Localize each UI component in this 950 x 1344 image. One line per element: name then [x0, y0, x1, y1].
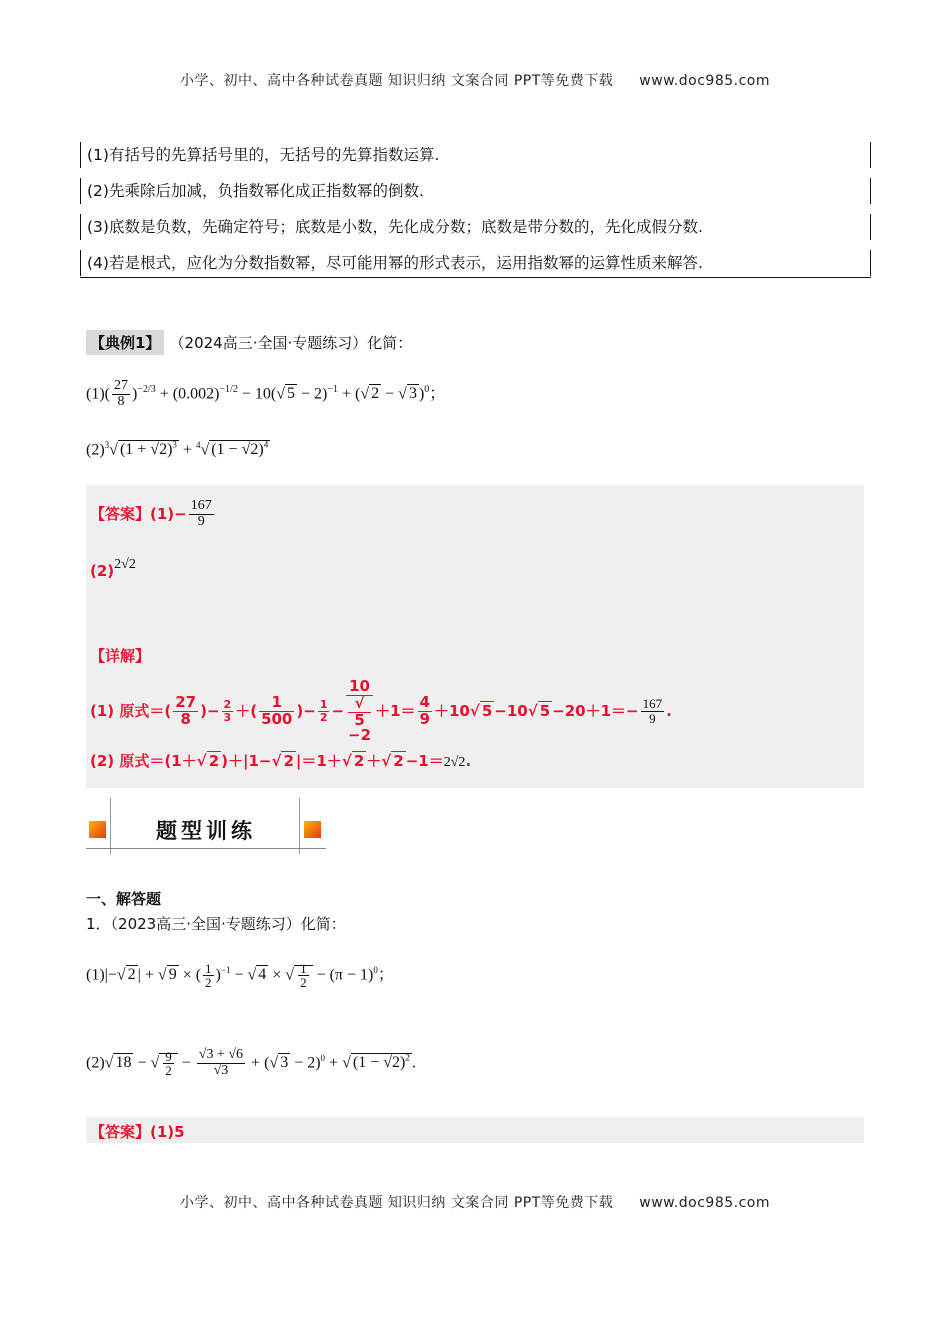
answer-panel — [86, 485, 864, 788]
page-header — [0, 70, 950, 90]
detail-line-2: (2) 原式＝(1＋√ 2 )＋|1−√ 2 |＝1＋√ 2 ＋√ 2 −1＝2√2. — [90, 752, 472, 770]
section-header — [86, 798, 326, 854]
example-heading — [86, 330, 412, 355]
example-source: （2024高三·全国·专题练习）化简： — [169, 334, 413, 352]
exercise-question-1: (1)|−√ 2 | + √ 9 × ( $\frac{1}{2}$ )$^{-1}$ − √ 4 × √ $\frac{1}{2}$ − $(\pi - 1)^0$； — [86, 960, 394, 991]
detail-tag: 【详解】 — [90, 647, 151, 665]
example-question-2: $(2)^3√$ $(1 + √2)^3 + ^4√$ $(1 - √2)^4$ — [86, 440, 269, 459]
section-right-square-icon — [304, 821, 321, 838]
section-left-square-icon — [89, 821, 106, 838]
header-text: 小学、初中、高中各种试卷真题 知识归纳 文案合同 PPT等免费下载 — [179, 73, 614, 89]
section-title: 题型训练 — [156, 819, 256, 843]
exercise-question-2: (2)√ 18 − √ $\frac{9}{2}$ − $\frac{√3 + √6}{√3}$ + (√ 3 − 2)$^0$ + √ $(1 - √2)^2$ . — [86, 1047, 416, 1079]
exercise-heading: 一、解答题 — [86, 890, 162, 908]
answer-line-2: (2)2√2 — [90, 557, 136, 580]
footer-site-link[interactable]: www.doc985.com — [639, 1195, 771, 1211]
header-site-link[interactable]: www.doc985.com — [639, 73, 771, 89]
footer-text: 小学、初中、高中各种试卷真题 知识归纳 文案合同 PPT等免费下载 — [179, 1195, 614, 1211]
answer-line-1: 【答案】(1)− $\frac{167}{9}$ — [90, 498, 212, 529]
rule-1: (1)有括号的先算括号里的，无括号的先算指数运算. — [80, 142, 871, 168]
exercise-answer-panel — [86, 1117, 864, 1143]
exercise-intro: 1．（2023高三·全国·专题练习）化简： — [86, 915, 346, 933]
rule-4: (4)若是根式，应化为分数指数幂，尽可能用幂的形式表示，运用指数幂的运算性质来解答. — [80, 250, 871, 276]
example-question-1: (1)( $\frac{27}{8}$ )$^{-2/3} + (0.002)^{-1/2} - 10(√$ 5 − 2)$^{-1}$ + (√ 2 − √ 3 )$^0$； — [86, 378, 446, 410]
detail-line-1: (1) 原式＝( $\frac{27}{8}$ )− $\frac{2}{3}$ ＋( $\frac{1}{500}$ )− $\frac{1}{2}$ − 10 √ 5 −2 ＋1＝ $\frac{4}{9}$ ＋10√ 5 −10√ 5 −20＋1＝− $\frac{167}{9}$ . — [90, 677, 672, 745]
rule-2: (2)先乘除后加减，负指数幂化成正指数幂的倒数. — [80, 178, 871, 204]
rules-box — [80, 140, 871, 278]
rule-3: (3)底数是负数，先确定符号；底数是小数，先化成分数；底数是带分数的，先化成假分数. — [80, 214, 871, 240]
exercise-answer: 【答案】(1)5 — [90, 1123, 185, 1141]
example-tag: 【典例1】 — [86, 330, 164, 355]
page-footer — [0, 1192, 950, 1212]
